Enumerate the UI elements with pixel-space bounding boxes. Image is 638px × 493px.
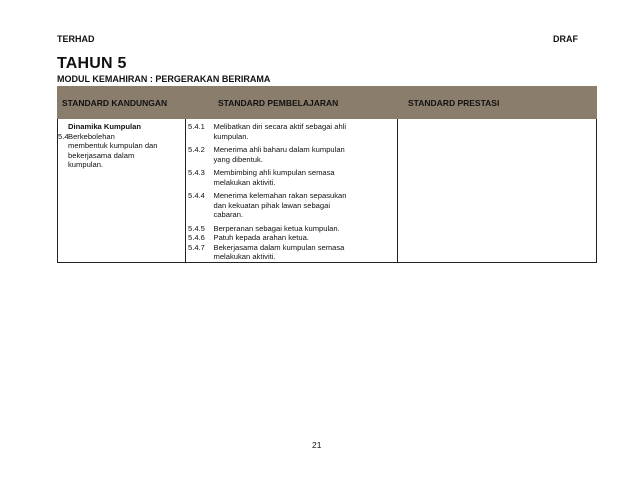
- pembelajaran-code: 5.4.7: [188, 242, 205, 252]
- pembelajaran-code: 5.4.6: [188, 233, 205, 242]
- kandungan-number: 5.4: [58, 131, 69, 141]
- kandungan-heading: Dinamika Kumpulan: [68, 122, 141, 131]
- page-number: 21: [312, 440, 322, 450]
- page-title: TAHUN 5: [57, 55, 127, 72]
- pembelajaran-line: yang dibentuk.: [213, 154, 263, 164]
- header-standard-pembelajaran: STANDARD PEMBELAJARAN: [186, 87, 398, 119]
- table-header-row: [58, 87, 597, 119]
- pembelajaran-line: melakukan aktiviti.: [213, 177, 276, 187]
- pembelajaran-line: Menerima kelemahan rakan sepasukan: [213, 191, 347, 200]
- kandungan-line: bekerjasama dalam: [68, 150, 135, 160]
- kandungan-description: [68, 132, 185, 170]
- table-row: [58, 119, 597, 263]
- header-standard-prestasi: STANDARD PRESTASI: [398, 87, 597, 119]
- pembelajaran-code: 5.4.3: [188, 168, 205, 177]
- module-subtitle: MODUL KEMAHIRAN : PERGERAKAN BERIRAMA: [57, 74, 271, 84]
- pembelajaran-line: kumpulan.: [213, 131, 249, 141]
- pembelajaran-line: Membimbing ahli kumpulan semasa: [213, 168, 335, 177]
- header-draft-label: DRAF: [553, 34, 578, 44]
- pembelajaran-line: Berperanan sebagai ketua kumpulan.: [213, 223, 340, 233]
- pembelajaran-code: 5.4.2: [188, 145, 205, 154]
- kandungan-line: Berkebolehan: [68, 131, 115, 141]
- pembelajaran-code: 5.4.4: [188, 191, 205, 200]
- header-standard-kandungan: STANDARD KANDUNGAN: [58, 87, 186, 119]
- pembelajaran-line: melakukan aktiviti.: [213, 252, 276, 261]
- prestasi-cell: [398, 119, 597, 263]
- kandungan-line: membentuk kumpulan dan: [68, 141, 158, 150]
- pembelajaran-line: Menerima ahli baharu dalam kumpulan: [213, 145, 345, 154]
- pembelajaran-codes-cell: [186, 119, 214, 263]
- pembelajaran-desc-cell: [214, 119, 398, 263]
- pembelajaran-line: Patuh kepada arahan ketua.: [213, 233, 309, 242]
- kandungan-line: kumpulan.: [68, 160, 104, 169]
- pembelajaran-line: dan kekuatan pihak lawan sebagai: [213, 200, 331, 210]
- kandungan-cell: [58, 119, 186, 263]
- pembelajaran-line: Bekerjasama dalam kumpulan semasa: [213, 242, 345, 252]
- standards-table: [57, 86, 597, 263]
- pembelajaran-code: 5.4.1: [188, 122, 205, 131]
- pembelajaran-line: cabaran.: [213, 210, 244, 219]
- header-classification: TERHAD: [57, 34, 95, 44]
- pembelajaran-line: Melibatkan diri secara aktif sebagai ahli: [213, 122, 347, 131]
- pembelajaran-code: 5.4.5: [188, 223, 205, 233]
